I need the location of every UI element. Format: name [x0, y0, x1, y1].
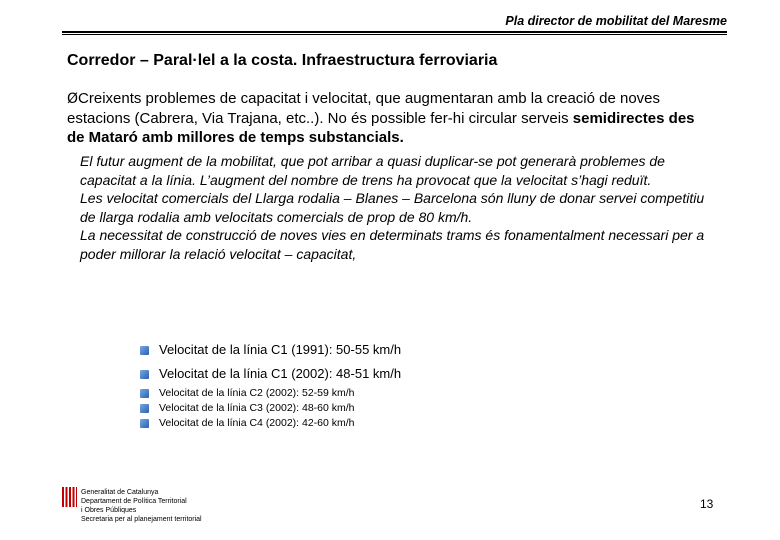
- list-item: [140, 386, 401, 401]
- footer-org-line: Departament de Política Territorial: [81, 498, 187, 505]
- intro-paragraph: [67, 89, 707, 147]
- intro-text: Creixents problemes de capacitat i velocitat, que augmentaran amb la creació de noves estacions (Cabrera, Via Trajana, etc..). No és possible fer-hi circular serveis: [67, 90, 661, 127]
- generalitat-logo-icon: [62, 487, 77, 507]
- speed-list: [140, 342, 401, 431]
- list-item: [140, 366, 401, 382]
- header-rule-thin: [62, 34, 727, 35]
- list-item: [140, 416, 401, 431]
- footer-org-line: i Obres Públiques: [81, 507, 137, 514]
- detail-paragraphs: [80, 152, 720, 263]
- page-number: 13: [700, 497, 714, 511]
- list-item-text: Velocitat de la línia C1 (2002): 48-51 km/h: [159, 366, 402, 381]
- list-item-text: Velocitat de la línia C1 (1991): 50-55 km/h: [159, 342, 402, 357]
- slide-title: Corredor – Paral·lel a la costa. Infraestructura ferroviaria: [67, 52, 498, 69]
- square-bullet-icon: [140, 389, 149, 398]
- list-item-text: Velocitat de la línia C2 (2002): 52-59 km/h: [159, 387, 355, 399]
- list-item: [140, 342, 401, 358]
- list-item-text: Velocitat de la línia C4 (2002): 42-60 km/h: [159, 417, 355, 429]
- header-title: Pla director de mobilitat del Maresme: [505, 14, 727, 28]
- arrow-bullet-icon: Ø: [67, 91, 79, 107]
- list-item: [140, 401, 401, 416]
- square-bullet-icon: [140, 346, 149, 355]
- square-bullet-icon: [140, 370, 149, 379]
- list-item-text: Velocitat de la línia C3 (2002): 48-60 km/h: [159, 402, 355, 414]
- footer-org-line: Generalitat de Catalunya: [81, 489, 159, 496]
- intro-bold-text: semidirectes des de Mataró amb millores de temps substancials.: [67, 110, 695, 146]
- square-bullet-icon: [140, 419, 149, 428]
- footer-org-line: Secretaria per al planejament territorial: [81, 516, 202, 523]
- square-bullet-icon: [140, 404, 149, 413]
- detail-paragraph: El futur augment de la mobilitat, que pot arribar a quasi duplicar-se pot generarà problemes de capacitat a la línia. L’augment del nombre de trens ha provocat que la velocitat s’hagi reduït.: [80, 153, 665, 188]
- header-rule: [62, 31, 727, 33]
- detail-paragraph: La necessitat de construcció de noves vies en determinats trams és fonamentalment necessari per a poder millorar la relació velocitat – capacitat,: [80, 227, 705, 262]
- footer-organization: [81, 488, 202, 524]
- detail-paragraph: Les velocitat comercials del Llarga rodalia – Blanes – Barcelona són lluny de donar servei competitiu de llarga rodalia amb velocitats comercials de prop de 80 km/h.: [80, 190, 705, 225]
